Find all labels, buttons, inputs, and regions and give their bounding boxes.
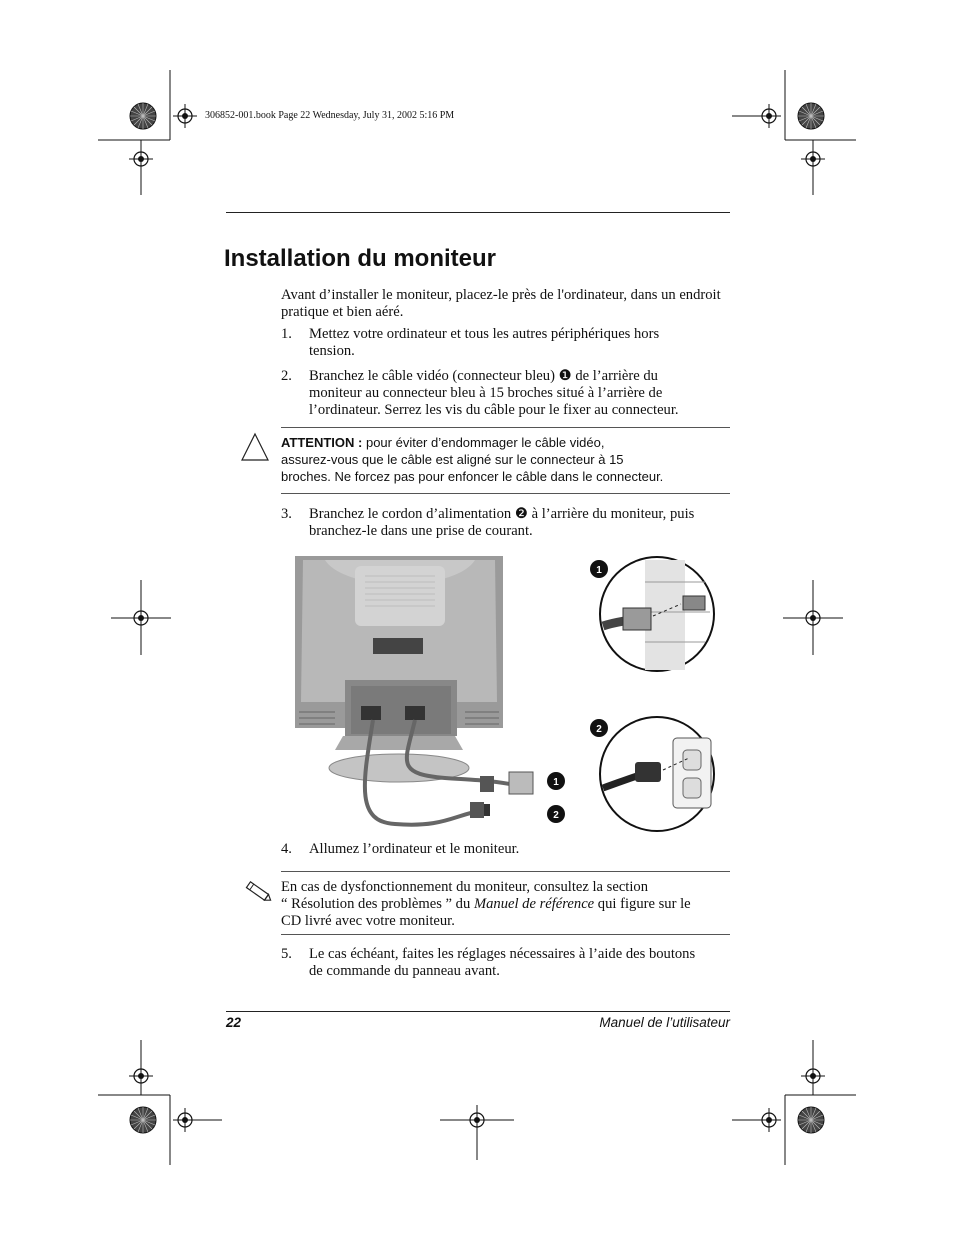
caution-line <box>281 434 721 451</box>
step-line: Le cas échéant, faites les réglages nécessaires à l’aide des boutons <box>309 946 696 962</box>
step-line: moniteur au connecteur bleu à 15 broches situé à l’arrière de <box>309 385 663 401</box>
callout-1-monitor <box>547 772 565 790</box>
step-line: branchez-le dans une prise de courant. <box>309 523 533 539</box>
step-line: Mettez votre ordinateur et tous les autres périphériques hors <box>309 326 660 342</box>
step-number: 2. <box>281 368 292 384</box>
note-text <box>281 879 730 930</box>
step-line: Branchez le cordon d’alimentation ❷ à l’arrière du moniteur, puis <box>309 506 695 522</box>
caution-line-text: pour éviter d’endommager le câble vidéo, <box>362 435 605 450</box>
step-number: 4. <box>281 841 292 857</box>
page-title: Installation du moniteur <box>224 245 497 272</box>
step-text <box>309 368 729 419</box>
step-line: tension. <box>309 343 355 359</box>
note-line-text: “ Résolution des problèmes ” du <box>281 896 474 912</box>
step-text <box>309 506 729 540</box>
callout-label: 1 <box>553 777 559 788</box>
callout-label: 1 <box>596 565 602 576</box>
step-line: de commande du panneau avant. <box>309 963 500 979</box>
step-number: 1. <box>281 326 292 342</box>
caution-text <box>281 434 721 485</box>
callout-label: 2 <box>596 724 602 735</box>
callout-1-detail <box>590 560 608 578</box>
monitor-connection-illustration <box>285 552 730 837</box>
page-number: 22 <box>226 1015 242 1030</box>
power-outlet-detail <box>600 717 714 831</box>
footer-rule <box>226 1011 730 1012</box>
step-number: 3. <box>281 506 292 522</box>
note-line <box>281 896 730 913</box>
caution-triangle-icon <box>240 432 270 462</box>
note-line: CD livré avec votre moniteur. <box>281 913 455 929</box>
step-number: 5. <box>281 946 292 962</box>
step-line: Allumez l’ordinateur et le moniteur. <box>309 841 520 857</box>
monitor-rear-view <box>295 556 533 825</box>
print-slug: 306852-001.book Page 22 Wednesday, July 31, 2002 5:16 PM <box>205 110 455 121</box>
step-line: Branchez le câble vidéo (connecteur bleu) ❶ de l’arrière du <box>309 368 658 384</box>
callout-2-detail <box>590 719 608 737</box>
note-line: En cas de dysfonctionnement du moniteur, consultez la section <box>281 879 648 895</box>
callout-label: 2 <box>553 810 559 821</box>
manual-reference: Manuel de référence <box>473 896 595 912</box>
step-text <box>309 841 729 858</box>
step-text <box>309 326 729 360</box>
header-rule <box>226 212 730 213</box>
pencil-note-icon <box>242 878 274 906</box>
callout-2-monitor <box>547 805 565 823</box>
step-text <box>309 946 729 980</box>
caution-line: assurez-vous que le câble est aligné sur le connecteur à 15 <box>281 452 624 467</box>
note-line-text: qui figure sur le <box>594 896 691 912</box>
caution-label: ATTENTION : <box>281 435 363 450</box>
caution-line: broches. Ne forcez pas pour enfoncer le câble dans le connecteur. <box>281 469 664 484</box>
intro-paragraph: Avant d’installer le moniteur, placez-le près de l'ordinateur, dans un endroit pratique et bien aéré. <box>281 287 721 320</box>
step-line: l’ordinateur. Serrez les vis du câble pour le fixer au connecteur. <box>309 402 679 418</box>
vga-connector-detail <box>600 557 714 671</box>
manual-title: Manuel de l’utilisateur <box>599 1015 730 1030</box>
